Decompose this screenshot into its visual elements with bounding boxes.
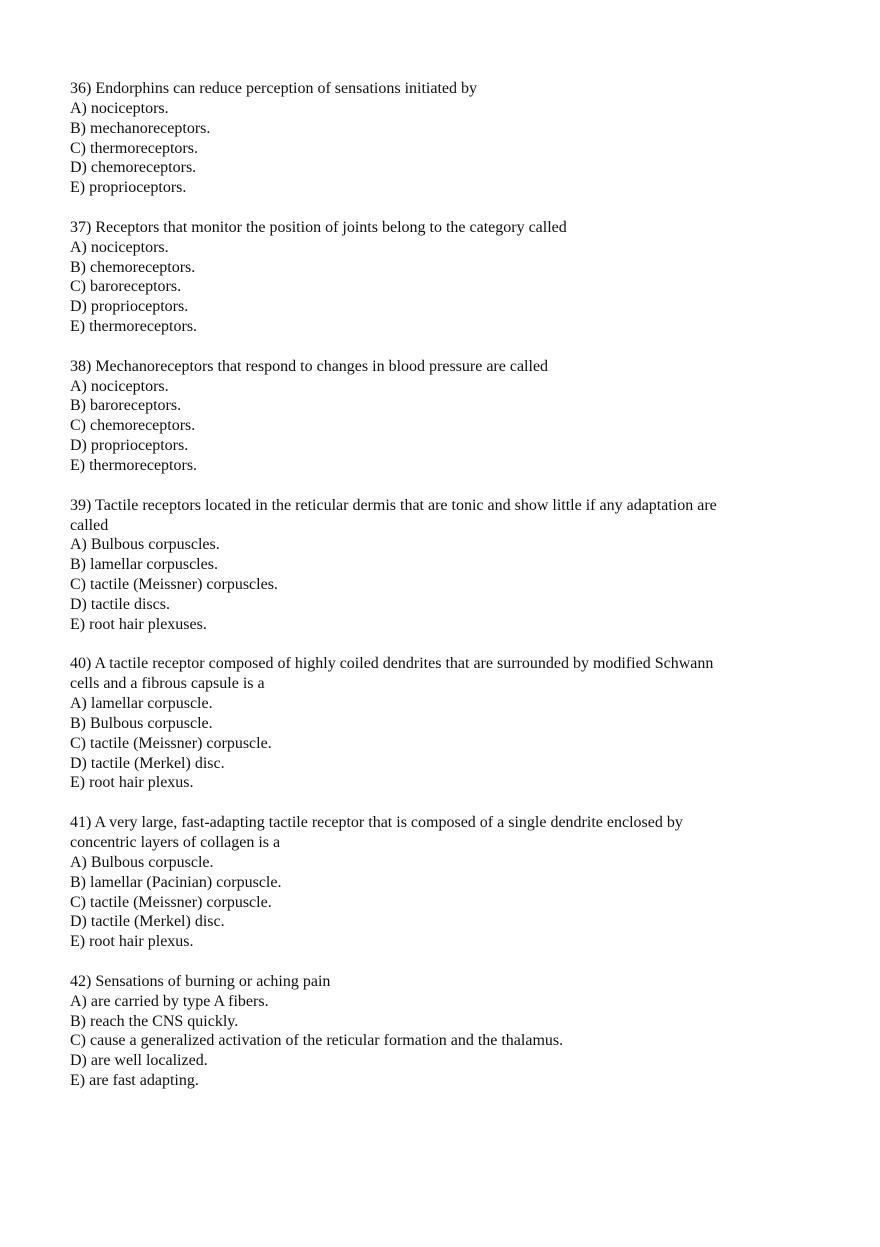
answer-option: B) baroreceptors. xyxy=(70,397,182,415)
question-stem: 38) Mechanoreceptors that respond to changes in blood pressure are called xyxy=(70,357,549,375)
answer-option: A) Bulbous corpuscles. xyxy=(70,536,220,554)
answer-option: A) Bulbous corpuscle. xyxy=(70,853,214,871)
answer-option: A) are carried by type A fibers. xyxy=(70,992,269,1010)
answer-option: B) Bulbous corpuscle. xyxy=(70,714,213,732)
question-stem: 42) Sensations of burning or aching pain xyxy=(70,972,331,990)
answer-option: C) tactile (Meissner) corpuscle. xyxy=(70,734,272,752)
answer-option: E) are fast adapting. xyxy=(70,1072,199,1090)
answer-option: D) proprioceptors. xyxy=(70,298,189,316)
question-stem: 41) A very large, fast-adapting tactile receptor that is composed of a single dendrite enclosed by xyxy=(70,814,683,832)
answer-option: C) tactile (Meissner) corpuscle. xyxy=(70,893,272,911)
answer-option: E) proprioceptors. xyxy=(70,179,187,197)
answer-option: D) tactile (Merkel) disc. xyxy=(70,913,225,931)
answer-option: E) root hair plexus. xyxy=(70,933,194,951)
question-stem: 39) Tactile receptors located in the reticular dermis that are tonic and show little if any adaptation are xyxy=(70,496,717,514)
question-block xyxy=(70,972,830,1091)
answer-option: A) nociceptors. xyxy=(70,238,169,256)
answer-option: B) chemoreceptors. xyxy=(70,258,196,276)
answer-option: B) lamellar (Pacinian) corpuscle. xyxy=(70,873,282,891)
answer-option: C) tactile (Meissner) corpuscles. xyxy=(70,576,278,594)
answer-option: C) baroreceptors. xyxy=(70,278,182,296)
question-block xyxy=(70,218,830,337)
answer-option: E) thermoreceptors. xyxy=(70,457,198,474)
answer-option: C) cause a generalized activation of the reticular formation and the thalamus. xyxy=(70,1032,564,1050)
question-block xyxy=(70,357,830,476)
answer-option: C) thermoreceptors. xyxy=(70,139,198,157)
answer-option: E) root hair plexus. xyxy=(70,774,194,792)
answer-option: E) thermoreceptors. xyxy=(70,318,198,336)
answer-option: C) chemoreceptors. xyxy=(70,417,196,435)
question-block xyxy=(70,813,830,952)
question-stem: 36) Endorphins can reduce perception of sensations initiated by xyxy=(70,80,477,97)
document-page xyxy=(70,79,830,1111)
answer-option: B) lamellar corpuscles. xyxy=(70,556,218,574)
answer-option: D) chemoreceptors. xyxy=(70,159,197,177)
answer-option: E) root hair plexuses. xyxy=(70,615,207,633)
question-stem: 37) Receptors that monitor the position of joints belong to the category called xyxy=(70,218,567,236)
question-block xyxy=(70,654,830,793)
question-stem: cells and a fibrous capsule is a xyxy=(70,675,265,693)
answer-option: B) reach the CNS quickly. xyxy=(70,1012,239,1030)
question-stem: concentric layers of collagen is a xyxy=(70,833,281,851)
answer-option: A) nociceptors. xyxy=(70,377,169,395)
question-block xyxy=(70,79,830,198)
answer-option: A) lamellar corpuscle. xyxy=(70,695,213,713)
answer-option: D) proprioceptors. xyxy=(70,437,189,455)
question-stem: 40) A tactile receptor composed of highly coiled dendrites that are surrounded by modified Schwann xyxy=(70,655,714,673)
answer-option: D) are well localized. xyxy=(70,1052,208,1070)
question-stem: called xyxy=(70,516,109,534)
answer-option: D) tactile discs. xyxy=(70,595,170,613)
question-block xyxy=(70,496,830,635)
answer-option: D) tactile (Merkel) disc. xyxy=(70,754,225,772)
answer-option: A) nociceptors. xyxy=(70,99,169,117)
answer-option: B) mechanoreceptors. xyxy=(70,119,211,137)
